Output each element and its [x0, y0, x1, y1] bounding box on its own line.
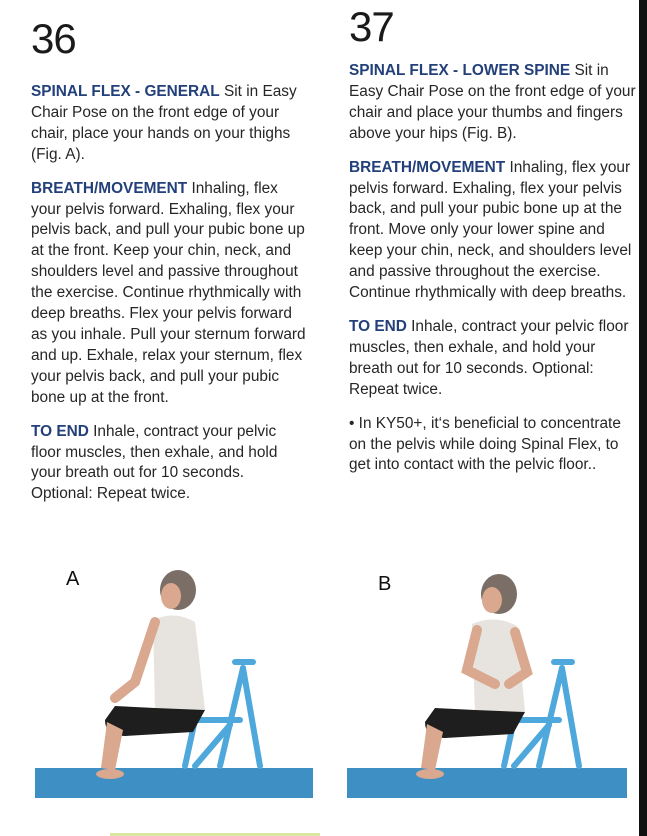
figure-b-illustration: [347, 560, 629, 800]
page-edge: [639, 0, 647, 836]
note-paragraph: • In KY50+, it‘s beneficial to concentrate on the pelvis while doing Spinal Flex, to get into contact with the pelvic floor..: [349, 414, 621, 474]
breath-heading: BREATH/MOVEMENT: [349, 158, 506, 176]
breath-paragraph: [31, 179, 309, 409]
end-heading: TO END: [31, 422, 89, 440]
end-paragraph: [349, 317, 639, 401]
breath-text: Inhaling, flex your pelvis forward. Exhaling, flex your pelvis back, and pull your pubic bone up at the front. Move only your lower spine and keep your chin, neck, and shoulders level and passive throughout the exercise. Continue rhythmically with deep breaths.: [349, 158, 632, 302]
figure-a-illustration: [35, 560, 315, 800]
breath-paragraph: [349, 158, 639, 304]
end-text: Inhale, contract your pelvic floor muscles, then exhale, and hold your breath out for 10 seconds. Optional: Repeat twice.: [349, 317, 629, 398]
breath-text: Inhaling, flex your pelvis forward. Exhaling, flex your pelvis back, and pull your pubic bone up at the front. Keep your chin, neck, and shoulders level and passive throughout the exercise. Continue rhythmically with deep breaths. Flex your pelvis forward as you inhale. Pull your sternum forward and up. Exhale, relax your sternum, flex your pelvis back, and pull your pubic bone up at the front.: [31, 179, 306, 406]
intro-text: Sit in Easy Chair Pose on the front edge of your chair and place your thumbs and fingers above your hips (Fig. B).: [349, 62, 636, 142]
breath-heading: BREATH/MOVEMENT: [31, 179, 188, 197]
intro-paragraph: [31, 82, 309, 166]
exercise-title: SPINAL FLEX - GENERAL: [31, 83, 220, 100]
end-text: Inhale, contract your pelvic floor muscles, then exhale, and hold your breath out for 10 seconds. Optional: Repeat twice.: [31, 422, 278, 503]
exercise-number: 36: [31, 15, 76, 62]
exercise-37: [349, 0, 639, 489]
intro-paragraph: [349, 61, 639, 145]
end-paragraph: [31, 422, 309, 506]
exercise-number: 37: [349, 3, 394, 50]
exercise-36: [31, 0, 309, 518]
figure-label-a: A: [66, 568, 80, 590]
yoga-mat: [35, 768, 313, 798]
exercise-title: SPINAL FLEX - LOWER SPINE: [349, 62, 571, 79]
figure-label-b: B: [378, 573, 392, 595]
yoga-mat: [347, 768, 627, 798]
intro-text: Sit in Easy Chair Pose on the front edge of your chair, place your hands on your thighs (Fig. A).: [31, 83, 297, 163]
end-heading: TO END: [349, 317, 407, 335]
